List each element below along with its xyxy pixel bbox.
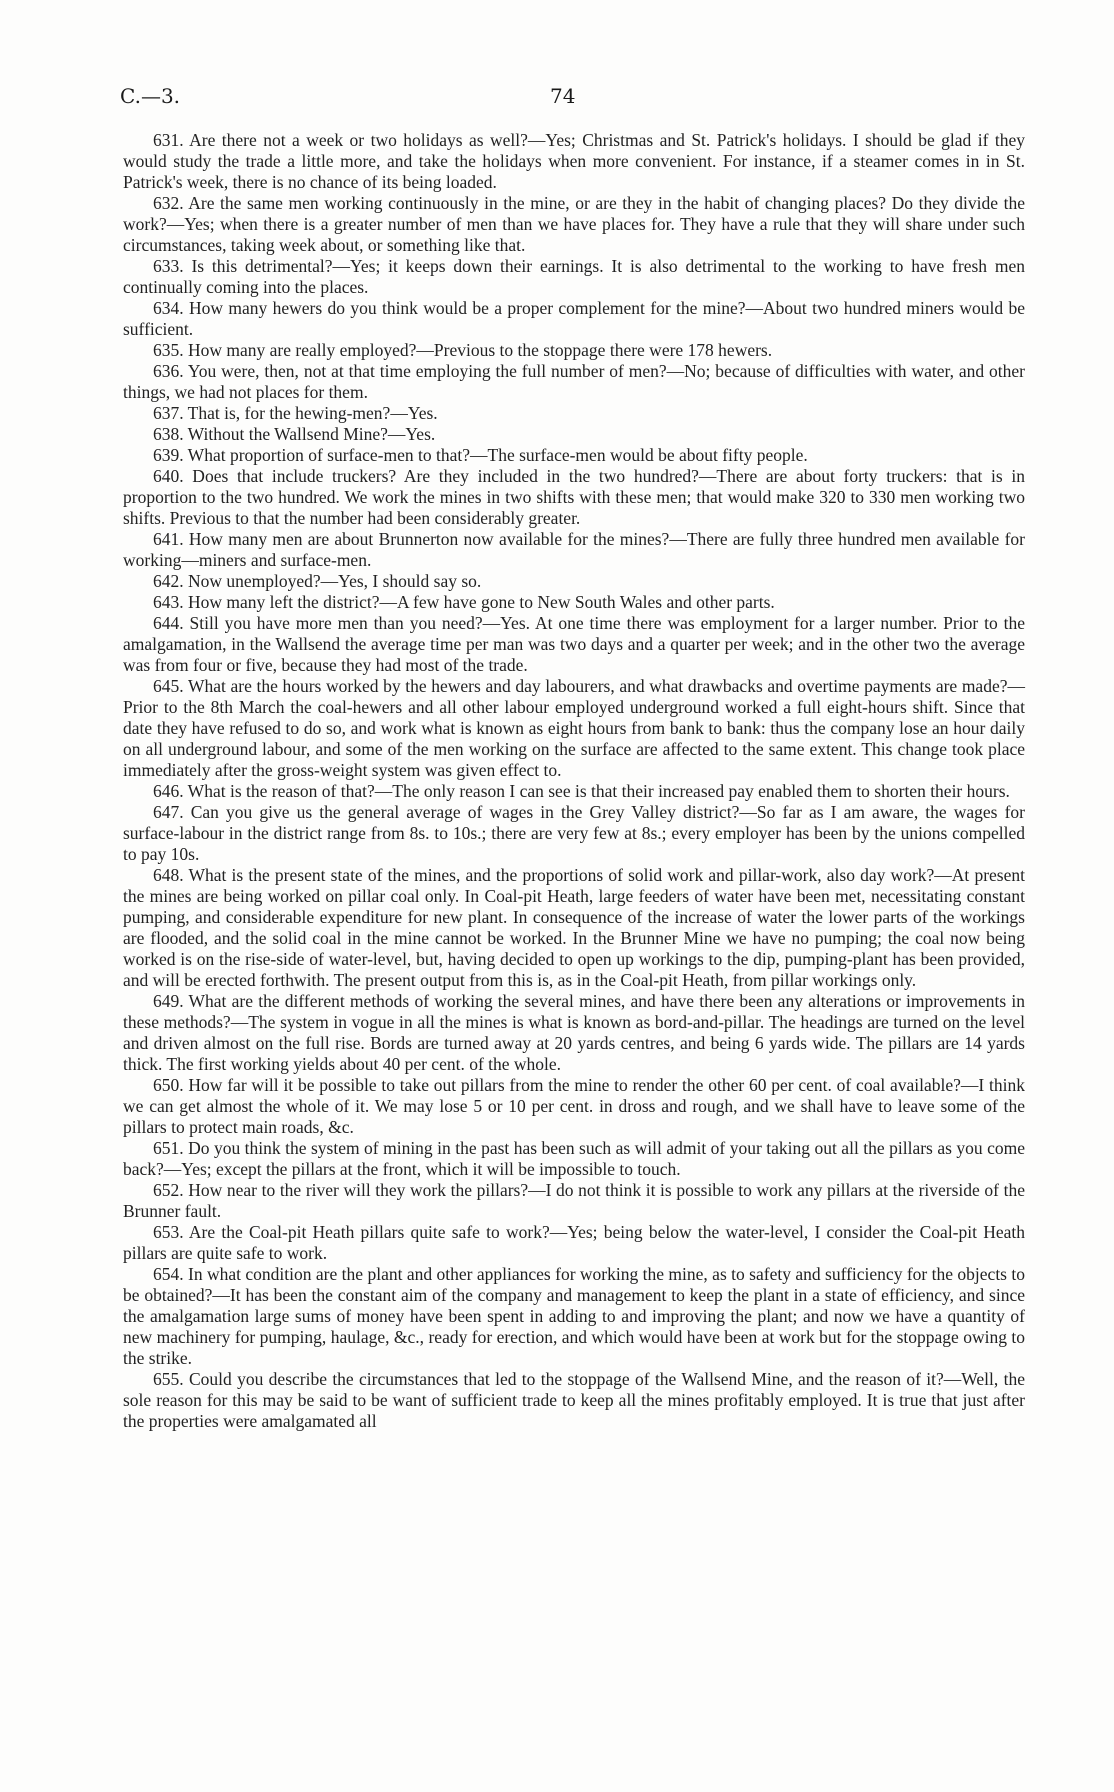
page-number: 74 xyxy=(550,84,576,108)
paragraph-638: 638. Without the Wallsend Mine?—Yes. xyxy=(153,424,436,444)
document-reference: C.—3. xyxy=(120,84,181,108)
paragraph-639: 639. What proportion of surface-men to that?—The surface-men would be about fifty people. xyxy=(153,445,808,465)
paragraph-645: 645. What are the hours worked by the hewers and day labourers, and what drawbacks and overtime payments are made?—Prior to the 8th March the coal-hewers and all other labour employed underground worked a full eight-hours shift. Since that date they have refused to do so, and work what is known as eight hours from bank to bank: thus the company lose an hour daily on all underground labour, and some of the men working on the surface are affected to the same extent. This change took place immediately after the gross-weight system was given effect to. xyxy=(123,676,1025,780)
paragraph-634: 634. How many hewers do you think would be a proper complement for the mine?—About two hundred miners would be sufficient. xyxy=(123,298,1025,339)
paragraph-642: 642. Now unemployed?—Yes, I should say so. xyxy=(153,571,482,591)
paragraph-648: 648. What is the present state of the mines, and the proportions of solid work and pillar-work, also day work?—At present the mines are being worked on pillar coal only. In Coal-pit Heath, large feeders of water have been met, necessitating constant pumping, and considerable expenditure for new plant. In consequence of the increase of water the lower parts of the workings are flooded, and the solid coal in the mine cannot be worked. In the Brunner Mine we have no pumping; the coal now being worked is on the rise-side of water-level, but, having decided to open up workings to the dip, pumping-plant has been provided, and will be erected forthwith. The present output from this is, as in the Coal-pit Heath, from pillar workings only. xyxy=(123,865,1025,990)
paragraph-640: 640. Does that include truckers? Are they included in the two hundred?—There are about forty truckers: that is in proportion to the two hundred. We work the mines in two shifts with these men; that would make 320 to 330 men working two shifts. Previous to that the number had been considerably greater. xyxy=(123,466,1025,528)
paragraph-637: 637. That is, for the hewing-men?—Yes. xyxy=(153,403,438,423)
page-header xyxy=(120,84,1020,118)
paragraph-651: 651. Do you think the system of mining in the past has been such as will admit of your taking out all the pillars as you come back?—Yes; except the pillars at the front, which it will be impossible to touch. xyxy=(123,1138,1025,1179)
paragraph-647: 647. Can you give us the general average of wages in the Grey Valley district?—So far as I am aware, the wages for surface-labour in the district range from 8s. to 10s.; there are very few at 8s.; every employer has been by the unions compelled to pay 10s. xyxy=(123,802,1025,864)
paragraph-652: 652. How near to the river will they work the pillars?—I do not think it is possible to work any pillars at the riverside of the Brunner fault. xyxy=(123,1180,1025,1221)
paragraph-641: 641. How many men are about Brunnerton now available for the mines?—There are fully three hundred men available for working—miners and surface-men. xyxy=(123,529,1025,570)
paragraph-632: 632. Are the same men working continuously in the mine, or are they in the habit of changing places? Do they divide the work?—Yes; when there is a greater number of men than we have places for. They have a rule that they will share under such circumstances, taking week about, or something like that. xyxy=(123,193,1025,255)
paragraph-633: 633. Is this detrimental?—Yes; it keeps down their earnings. It is also detrimental to the working to have fresh men continually coming into the places. xyxy=(123,256,1025,297)
paragraph-646: 646. What is the reason of that?—The only reason I can see is that their increased pay enabled them to shorten their hours. xyxy=(153,781,1010,801)
paragraph-631: 631. Are there not a week or two holidays as well?—Yes; Christmas and St. Patrick's holidays. I should be glad if they would study the trade a little more, and take the holidays when more convenient. For instance, if a steamer comes in in St. Patrick's week, there is no chance of its being loaded. xyxy=(123,130,1025,192)
paragraph-655: 655. Could you describe the circumstances that led to the stoppage of the Wallsend Mine, and the reason of it?—Well, the sole reason for this may be said to be want of sufficient trade to keep all the mines profitably employed. It is true that just after the properties were amalgamated all xyxy=(123,1369,1025,1431)
paragraph-649: 649. What are the different methods of working the several mines, and have there been any alterations or improvements in these methods?—The system in vogue in all the mines is what is known as bord-and-pillar. The headings are turned on the level and driven almost on the full rise. Bords are turned away at 20 yards centres, and being 6 yards wide. The pillars are 14 yards thick. The first working yields about 40 per cent. of the whole. xyxy=(123,991,1025,1074)
paragraph-644: 644. Still you have more men than you need?—Yes. At one time there was employment for a larger number. Prior to the amalgamation, in the Wallsend the average time per man was two days and a quarter per week; and in the other two the average was from four or five, because they had most of the trade. xyxy=(123,613,1025,675)
paragraph-636: 636. You were, then, not at that time employing the full number of men?—No; because of difficulties with water, and other things, we had not places for them. xyxy=(123,361,1025,402)
paragraph-654: 654. In what condition are the plant and other appliances for working the mine, as to safety and sufficiency for the objects to be obtained?—It has been the constant aim of the company and management to keep the plant in a state of efficiency, and since the amalgamation large sums of money have been spent in adding to and improving the plant; and now we have a quantity of new machinery for pumping, haulage, &c., ready for erection, and which would have been at work but for the stoppage owing to the strike. xyxy=(123,1264,1025,1368)
paragraph-643: 643. How many left the district?—A few have gone to New South Wales and other parts. xyxy=(153,592,775,612)
paragraph-650: 650. How far will it be possible to take out pillars from the mine to render the other 60 per cent. of coal available?—I think we can get almost the whole of it. We may lose 5 or 10 per cent. in dross and rough, and we shall have to leave some of the pillars to protect main roads, &c. xyxy=(123,1075,1025,1137)
paragraph-635: 635. How many are really employed?—Previous to the stoppage there were 178 hewers. xyxy=(153,340,773,360)
paragraph-653: 653. Are the Coal-pit Heath pillars quite safe to work?—Yes; being below the water-level, I consider the Coal-pit Heath pillars are quite safe to work. xyxy=(123,1222,1025,1263)
page-body xyxy=(123,130,1025,1432)
